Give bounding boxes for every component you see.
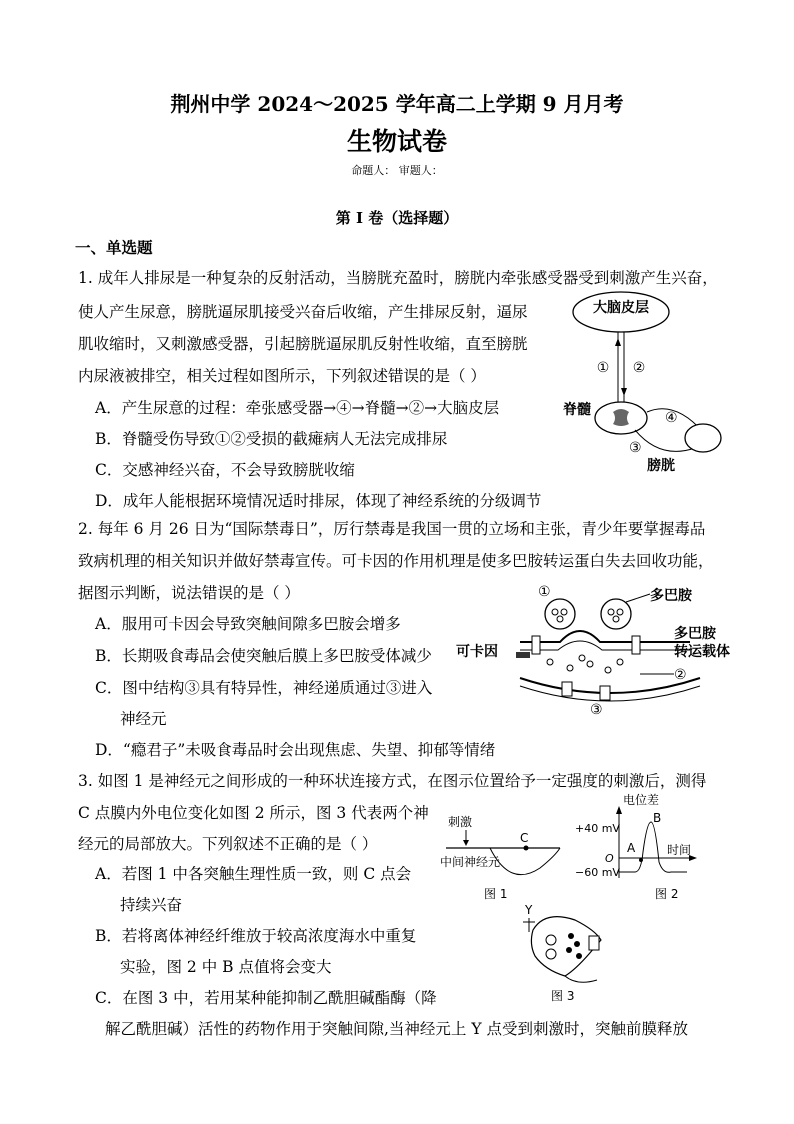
dopamine-label: 多巴胺 (650, 588, 692, 604)
q2-synapse-figure (450, 578, 740, 718)
fig3-caption: 图 3 (551, 989, 575, 1003)
q3-line-1: 3. 如图 1 是神经元之间形成的一种环状连接方式，在图示位置给予一定强度的刺激后，测得 (78, 772, 707, 790)
cortex-label: 大脑皮层 (593, 300, 649, 316)
q1-option-b: B．脊髓受伤导致①②受损的截瘫病人无法完成排尿 (95, 430, 448, 448)
q3-option-a: A．若图 1 中各突触生理性质一致，则 C 点会 (95, 865, 412, 883)
q2-num-2: ② (674, 667, 687, 683)
q1-line-3: 肌收缩时，又刺激感受器，引起膀胱逼尿肌反射性收缩，直至膀胱 (78, 335, 528, 353)
bladder-shape (685, 424, 721, 452)
q3-line-2: C 点膜内外电位变化如图 2 所示，图 3 代表两个神 (78, 804, 429, 822)
q2-option-a: A．服用可卡因会导致突触间隙多巴胺会增多 (95, 615, 401, 633)
q1-line-4: 内尿液被排空，相关过程如图所示，下列叙述错误的是（ ） (78, 367, 486, 385)
q2-line-1: 2. 每年 6 月 26 日为“国际禁毒日”，厉行禁毒是我国一贯的立场和主张，青少年要掌握毒品 (78, 520, 706, 538)
q3-option-c: C．在图 3 中，若用某种能抑制乙酰胆碱酯酶（降 (95, 989, 437, 1007)
fig2-b-label: B (653, 811, 662, 825)
q2-option-c: C．图中结构③具有特异性，神经递质通过③进入 (95, 679, 433, 697)
fig2-a-label: A (627, 841, 636, 855)
fig2-tick-m60: −60 mV (575, 866, 620, 879)
q1-num-4: ④ (665, 410, 678, 426)
q3-figure-3 (505, 900, 615, 1005)
fig3-y-label: Y (525, 903, 533, 917)
q1-line-1: 1. 成年人排尿是一种复杂的反射活动，当膀胱充盈时，膀胱内牵张感受器受到刺激产生兴奋， (78, 269, 718, 287)
q3-figure-2 (575, 792, 725, 904)
carrier-label-2: 转运载体 (674, 644, 730, 660)
carrier-label-1: 多巴胺 (674, 626, 716, 642)
fig2-origin: O (605, 852, 614, 865)
q2-option-c-cont: 神经元 (120, 710, 167, 728)
exam-title: 荆州中学 2024～2025 学年高二上学期 9 月月考 (170, 92, 624, 116)
fig2-ylabel: 电位差 (623, 793, 660, 807)
fig2-tick-p40: +40 mV (575, 822, 620, 835)
q2-option-b: B．长期吸食毒品会使突触后膜上多巴胺受体减少 (95, 647, 432, 665)
part-title: 第 I 卷（选择题） (335, 209, 459, 227)
fig2-caption: 图 2 (655, 887, 679, 901)
q2-num-3: ③ (590, 702, 603, 718)
fig1-stim-label: 刺激 (448, 815, 473, 829)
fig1-caption: 图 1 (484, 887, 508, 901)
cocaine-label: 可卡因 (456, 644, 498, 660)
q1-reflex-figure (555, 290, 730, 475)
q3-option-a-cont: 持续兴奋 (120, 896, 183, 914)
q1-line-2: 使人产生尿意，膀胱逼尿肌接受兴奋后收缩，产生排尿反射，逼尿 (78, 303, 528, 321)
authors-line: 命题人： 审题人： (351, 164, 443, 177)
q2-num-1: ① (538, 584, 551, 600)
q3-line-3: 经元的局部放大。下列叙述不正确的是（ ） (78, 835, 378, 853)
q1-option-a: A．产生尿意的过程：牵张感受器→④→脊髓→②→大脑皮层 (95, 399, 500, 417)
section-title: 一、单选题 (75, 238, 153, 257)
q2-option-d: D．“瘾君子”未吸食毒品时会出现焦虑、失望、抑郁等情绪 (95, 741, 496, 759)
q1-num-2: ② (632, 360, 646, 376)
fig1-mid-label: 中间神经元 (440, 855, 501, 869)
q3-option-b: B．若将离体神经纤维放于较高浓度海水中重复 (95, 927, 417, 945)
q2-line-3: 据图示判断，说法错误的是（ ） (78, 584, 300, 602)
subject-title: 生物试卷 (346, 127, 447, 156)
fig1-c-label: C (520, 831, 529, 845)
q1-num-1: ① (596, 360, 610, 376)
q3-figure-1 (440, 808, 580, 903)
q3-option-c-cont: 解乙酰胆碱）活性的药物作用于突触间隙,当神经元上 Y 点受到刺激时，突触前膜释放 (105, 1020, 689, 1038)
spinal-label: 脊髓 (563, 402, 591, 418)
q1-option-d: D．成年人能根据环境情况适时排尿，体现了神经系统的分级调节 (95, 492, 542, 510)
fig2-xlabel: 时间 (667, 843, 692, 857)
q2-line-2: 致病机理的相关知识并做好禁毒宣传。可卡因的作用机理是使多巴胺转运蛋白失去回收功能， (78, 552, 714, 570)
q3-option-b-cont: 实验，图 2 中 B 点值将会变大 (120, 958, 332, 976)
bladder-label: 膀胱 (647, 458, 675, 474)
q1-num-3: ③ (629, 440, 642, 456)
q1-option-c: C．交感神经兴奋，不会导致膀胱收缩 (95, 461, 355, 479)
